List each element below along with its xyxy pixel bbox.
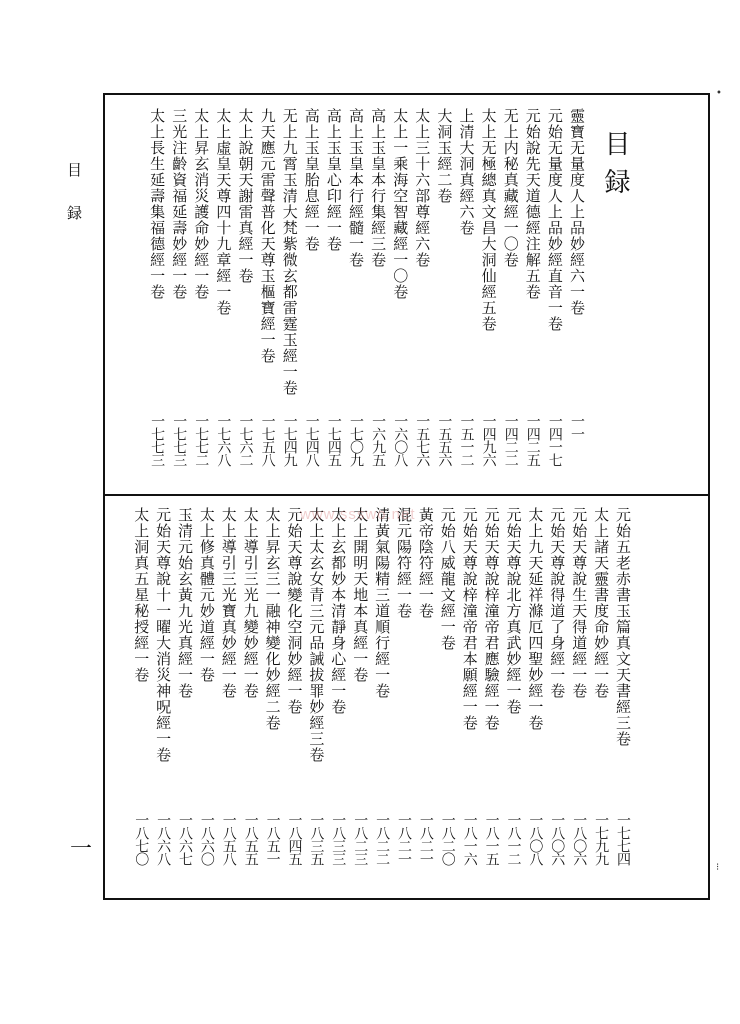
toc-entry-title: 黃帝陰符經一卷	[416, 507, 435, 619]
toc-entry-page: 一八五五	[242, 813, 259, 865]
toc-entry-page: 一八三五	[308, 813, 325, 865]
toc-entry-title: 太上開明天地本真經一卷	[351, 507, 370, 683]
toc-entry-title: 高上玉皇胎息經一卷	[302, 108, 321, 252]
toc-entry-page: 一七四九	[281, 414, 298, 466]
toc-entry-page: 一八二一	[396, 813, 412, 865]
toc-entry-page: 一七四五	[325, 414, 342, 466]
toc-entry-title: 元始說先天道德經注解五卷	[523, 108, 542, 300]
section-divider	[103, 494, 710, 496]
toc-entry-page: 一八二一	[417, 813, 434, 865]
toc-entry-title: 三光注齡資福延壽妙經一卷	[170, 108, 189, 300]
toc-entry-page: 一七七二	[193, 414, 210, 466]
toc-entry-page: 一八六八	[155, 813, 172, 865]
toc-entry-page: 一八一六	[461, 813, 478, 865]
toc-entry-title: 元始天尊說北方真武妙經一卷	[504, 507, 523, 715]
toc-entry-page: 一八六〇	[198, 813, 215, 865]
toc-entry-title: 太上一乘海空智藏經一〇卷	[391, 108, 410, 300]
toc-entry-page: 一一	[569, 414, 585, 440]
toc-entry-title: 高上玉皇心印經一卷	[324, 108, 343, 252]
toc-entry-title: 元始天尊說變化空洞妙經一卷	[285, 507, 304, 715]
watermark: www.ssswo.net	[300, 506, 416, 523]
toc-entry-page: 一八二二	[374, 813, 391, 865]
toc-entry-title: 太上玄都妙本清靜身心經一卷	[329, 507, 348, 715]
folio-number: 一	[70, 837, 93, 862]
toc-entry-title: 太上三十六部尊經六卷	[413, 108, 432, 268]
toc-entry-title: 元始天尊說十一曜大消災神呪經一卷	[154, 507, 173, 763]
toc-entry-page: 一七七四	[615, 813, 631, 865]
toc-entry-title: 元始天尊說生天得道經一卷	[570, 507, 589, 699]
toc-entry-page: 一七七三	[171, 414, 188, 466]
toc-entry-page: 一五五六	[436, 414, 453, 466]
toc-entry-title: 无上内秘真藏經一〇卷	[501, 108, 520, 268]
toc-entry-page: 一七〇九	[348, 414, 364, 466]
edge-mark: ⁝	[716, 862, 720, 873]
toc-entry-page: 一七九九	[593, 813, 610, 865]
toc-entry-page: 一四二二	[502, 414, 519, 466]
toc-entry-page: 一八一五	[483, 813, 500, 865]
toc-entry-title: 太上導引三光九變妙經一卷	[241, 507, 260, 699]
toc-entry-title: 元始天尊說梓潼帝君應驗經一卷	[482, 507, 501, 731]
toc-entry-page: 一八〇八	[527, 813, 544, 865]
toc-entry-page: 一六〇八	[392, 414, 409, 466]
toc-entry-page: 一六九五	[370, 414, 387, 466]
toc-entry-page: 一八三三	[330, 813, 347, 865]
toc-entry-title: 九天應元雷聲普化天尊玉樞寶經一卷	[258, 108, 277, 364]
toc-entry-page: 一八〇六	[549, 813, 566, 865]
toc-entry-title: 元始八威龍文經一卷	[438, 507, 457, 651]
toc-entry-page: 一七四八	[303, 414, 320, 466]
toc-entry-page: 一四二五	[524, 414, 541, 466]
side-label: 目録	[65, 162, 83, 248]
toc-entry-title: 上清大洞真經六卷	[457, 108, 476, 236]
toc-entry-page: 一七七三	[149, 414, 166, 466]
toc-entry-title: 太上昇玄消災護命妙經一卷	[192, 108, 211, 300]
toc-entry-title: 清黃氣陽精三道順行經一卷	[373, 507, 392, 699]
toc-entry-page: 一八五八	[220, 813, 237, 865]
toc-entry-title: 太上太玄女青三元品誡拔罪妙經三卷	[307, 507, 326, 763]
toc-entry-title: 元始无量度人上品妙經直音一卷	[545, 108, 564, 332]
toc-entry-page: 一八六七	[177, 813, 193, 865]
toc-entry-page: 一八七〇	[133, 813, 150, 865]
toc-entry-title: 元始天尊說梓潼帝君本願經一卷	[460, 507, 479, 731]
toc-entry-page: 一八一二	[505, 813, 522, 865]
toc-entry-title: 太上昇玄三一融神變化妙經二卷	[263, 507, 282, 731]
toc-entry-page: 一七六八	[215, 414, 232, 466]
toc-entry-page: 一八〇六	[571, 813, 588, 865]
toc-entry-title: 太上虛皇天尊四十九章經一卷	[214, 108, 233, 316]
toc-entry-page: 一四九六	[480, 414, 497, 466]
toc-entry-title: 玉清元始玄黃九光真經一卷	[176, 507, 194, 699]
toc-entry-page: 一四一七	[546, 414, 563, 466]
toc-entry-page: 一八二三	[352, 813, 369, 865]
page-title: 目録	[600, 130, 630, 206]
toc-entry-title: 太上修真體元妙道經一卷	[197, 507, 216, 683]
toc-entry-title: 太上說朝天謝雷真經一卷	[236, 108, 255, 284]
edge-mark: •	[716, 88, 722, 99]
toc-entry-title: 太上諸天靈書度命妙經一卷	[592, 507, 611, 699]
toc-entry-title: 太上長生延壽集福德經一卷	[148, 108, 167, 300]
toc-entry-title: 无上九霄玉清大梵紫微玄都雷霆玉經一卷	[280, 108, 299, 396]
toc-entry-page: 一八二〇	[439, 813, 456, 865]
toc-entry-page: 一五七六	[414, 414, 431, 466]
toc-entry-page: 一八五一	[264, 813, 281, 865]
toc-entry-page: 一七六二	[237, 414, 254, 466]
toc-entry-title: 太上洞真五星秘授經一卷	[132, 507, 151, 683]
toc-entry-title: 元始五老赤書玉篇真文天書經三卷	[614, 507, 632, 747]
toc-entry-title: 混元陽符經一卷	[395, 507, 413, 619]
toc-entry-title: 高上玉皇本行經髓一卷	[347, 108, 365, 268]
toc-entry-title: 太上无極總真文昌大洞仙經五卷	[479, 108, 498, 332]
toc-entry-page: 一五一二	[458, 414, 475, 466]
toc-entry-title: 太上九天延祥滌厄四聖妙經一卷	[526, 507, 545, 731]
toc-entry-title: 太上導引三光寶真妙經一卷	[219, 507, 238, 699]
toc-entry-title: 元始天尊說得道了身經一卷	[548, 507, 567, 699]
toc-entry-title: 靈寶无量度人上品妙經六一卷	[568, 108, 586, 316]
toc-entry-title: 高上玉皇本行集經三卷	[369, 108, 388, 268]
toc-entry-title: 大洞玉經二卷	[435, 108, 454, 204]
toc-entry-page: 一七五八	[259, 414, 276, 466]
toc-entry-page: 一八四五	[286, 813, 303, 865]
